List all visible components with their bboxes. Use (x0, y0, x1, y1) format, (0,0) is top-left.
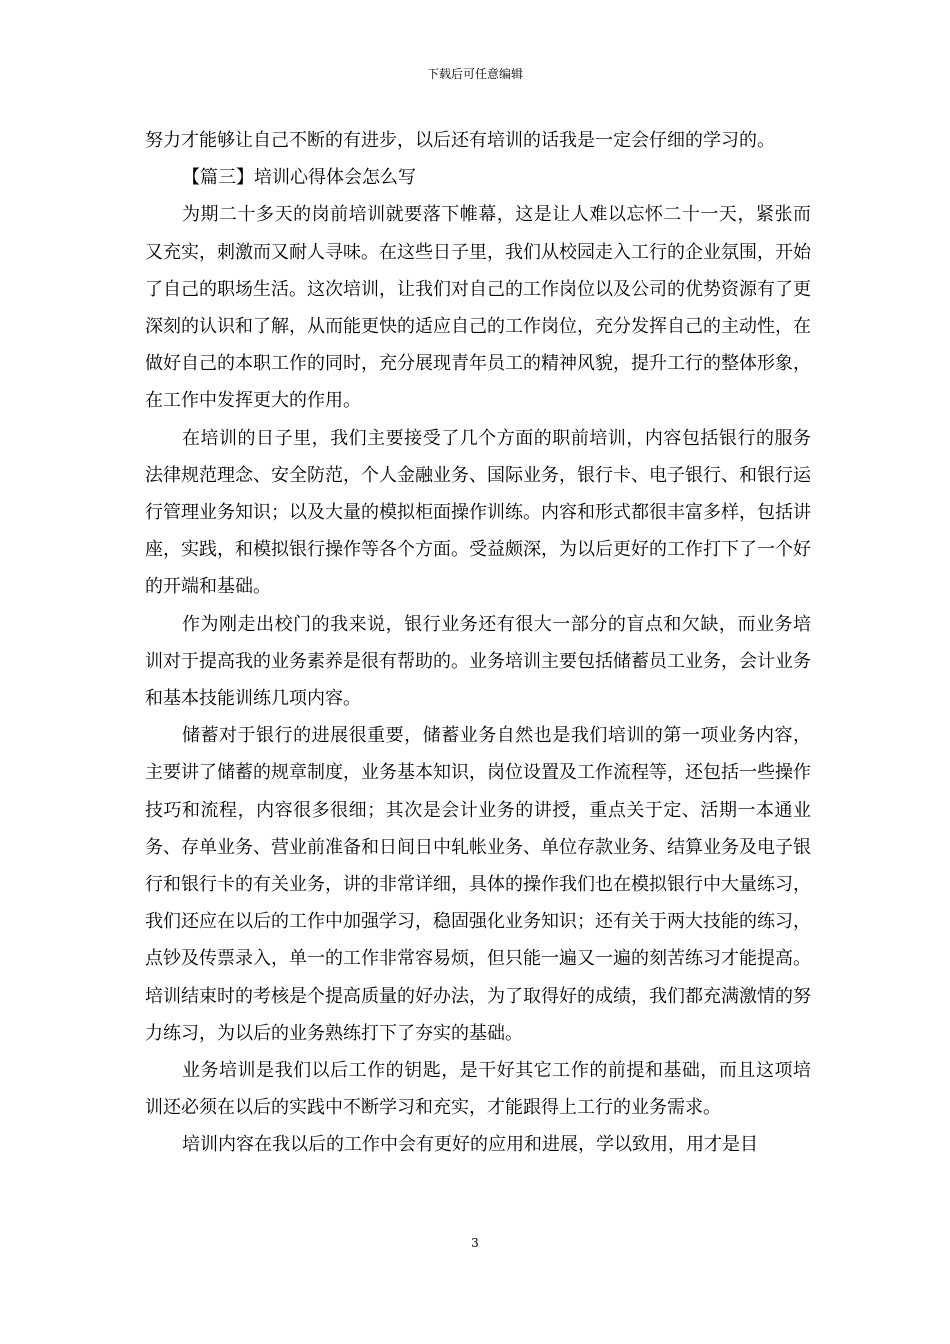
page-number: 3 (471, 1236, 479, 1250)
paragraph-continuation: 努力才能够让自己不断的有进步，以后还有培训的话我是一定会仔细的学习的。 (145, 130, 775, 151)
document-body (145, 122, 811, 1164)
paragraph: 业务培训是我们以后工作的钥匙，是干好其它工作的前提和基础，而且这项培训还必须在以后的实践中不断学习和充实，才能跟得上工行的业务需求。 (145, 1060, 811, 1119)
section-heading: 【篇三】培训心得体会怎么写 (182, 167, 416, 189)
paragraph: 为期二十多天的岗前培训就要落下帷幕，这是让人难以忘怀二十一天，紧张而又充实，刺激而又耐人寻味。在这些日子里，我们从校园走入工行的企业氛围，开始了自己的职场生活。这次培训，让我们对自己的工作岗位以及公司的优势资源有了更深刻的认识和了解，从而能更快的适应自己的工作岗位，充分发挥自己的主动性，在做好自己的本职工作的同时，充分展现青年员工的精神风貌，提升工行的整体形象，在工作中发挥更大的作用。 (145, 204, 811, 412)
paragraph: 在培训的日子里，我们主要接受了几个方面的职前培训，内容包括银行的服务法律规范理念、安全防范，个人金融业务、国际业务，银行卡、电子银行、和银行运行管理业务知识；以及大量的模拟柜面操作训练。内容和形式都很丰富多样，包括讲座，实践，和模拟银行操作等各个方面。受益颇深，为以后更好的工作打下了一个好的开端和基础。 (145, 427, 811, 598)
paragraph: 作为刚走出校门的我来说，银行业务还有很大一部分的盲点和欠缺，而业务培训对于提高我的业务素养是很有帮助的。业务培训主要包括储蓄员工业务，会计业务和基本技能训练几项内容。 (145, 613, 811, 710)
paragraph: 培训内容在我以后的工作中会有更好的应用和进展，学以致用，用才是目 (182, 1134, 758, 1156)
page-header: 下载后可任意编辑 (426, 67, 523, 81)
paragraph: 储蓄对于银行的进展很重要，储蓄业务自然也是我们培训的第一项业务内容，主要讲了储蓄的规章制度，业务基本知识，岗位设置及工作流程等，还包括一些操作技巧和流程，内容很多很细；其次是会计业务的讲授，重点关于定、活期一本通业务、存单业务、营业前准备和日间日中轧帐业务、单位存款业务、结算业务及电子银行和银行卡的有关业务，讲的非常详细，具体的操作我们也在模拟银行中大量练习，我们还应在以后的工作中加强学习，稳固强化业务知识；还有关于两大技能的练习，点钞及传票录入，单一的工作非常容易烦，但只能一遍又一遍的刻苦练习才能提高。培训结束时的考核是个提高质量的好办法，为了取得好的成绩，我们都充满激情的努力练习，为以后的业务熟练打下了夯实的基础。 (145, 725, 811, 1044)
